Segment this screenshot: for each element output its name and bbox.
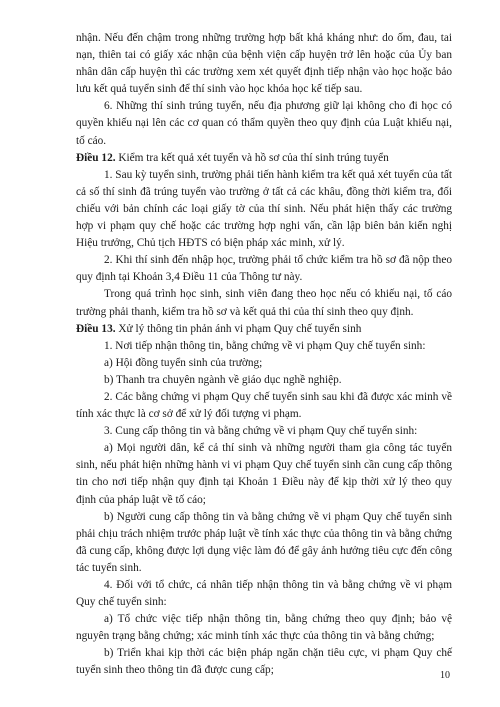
article-12-heading — [76, 150, 452, 167]
article-13-clause-3-b: b) Người cung cấp thông tin và bằng chứng về vi phạm Quy chế tuyển sinh phải chịu trách nhiệm trước pháp luật về tính xác thực của thông tin và bằng chứng đã cung cấp, không được lợi dụng việc làm đó để gây ảnh hưởng tiêu cực đến công tác tuyển sinh. — [76, 510, 452, 574]
article-12-clause-2: 2. Khi thí sinh đến nhập học, trường phải tổ chức kiểm tra hồ sơ đã nộp theo quy định tại Khoản 3,4 Điều 11 của Thông tư này. — [76, 254, 452, 284]
article-13-clause-4-b: b) Triển khai kịp thời các biện pháp ngăn chặn tiêu cực, vi phạm Quy chế tuyển sinh theo thông tin đã được cung cấp; — [76, 647, 452, 677]
article-12-note: Trong quá trình học sinh, sinh viên đang theo học nếu có khiếu nại, tố cáo trường phải thanh, kiểm tra hồ sơ và kết quả thi của thí sinh theo quy định. — [76, 288, 452, 318]
article-13-clause-4: 4. Đối với tổ chức, cá nhân tiếp nhận thông tin và bằng chứng về vi phạm Quy chế tuyển sinh: — [76, 579, 452, 609]
clause-6: 6. Những thí sinh trúng tuyển, nếu địa phương giữ lại không cho đi học có quyền khiếu nại lên các cơ quan có thẩm quyền theo quy định của Luật khiếu nại, tố cáo. — [76, 100, 452, 147]
article-13-clause-3-a: a) Mọi người dân, kể cả thí sinh và những người tham gia công tác tuyển sinh, nếu phát hiện những hành vi vi phạm Quy chế tuyển sinh cần cung cấp thông tin cho nơi tiếp nhận quy định tại Khoản 1 Điều này để kịp thời xử lý theo quy định của pháp luật về tố cáo; — [76, 442, 452, 506]
article-12-number: Điều 12. — [76, 151, 116, 164]
article-13-clause-4-a: a) Tổ chức việc tiếp nhận thông tin, bằng chứng theo quy định; bảo vệ nguyên trạng bằng chứng; xác minh tính xác thực của thông tin và bằng chứng; — [76, 613, 452, 643]
article-13-number: Điều 13. — [76, 322, 116, 335]
article-13-heading — [76, 321, 452, 338]
page-body — [76, 30, 452, 680]
article-13-clause-1: 1. Nơi tiếp nhận thông tin, bằng chứng về vi phạm Quy chế tuyển sinh: — [104, 339, 426, 352]
article-13-title: Xử lý thông tin phản ánh vi phạm Quy chế tuyển sinh — [118, 322, 362, 335]
article-12-clause-1: 1. Sau kỳ tuyển sinh, trường phải tiến hành kiểm tra kết quả xét tuyển của tất cả số thí sinh đã trúng tuyển vào trường ở tất cả các khâu, đồng thời kiểm tra, đối chiếu với bản chính các loại giấy tờ của thí sinh. Nếu phát hiện thấy các trường hợp vi phạm quy chế hoặc các trường hợp nghi vấn, cần lập biên bản kiến nghị Hiệu trưởng, Chủ tịch HĐTS có biện pháp xác minh, xử lý. — [76, 168, 452, 250]
article-13-clause-2: 2. Các bằng chứng vi phạm Quy chế tuyển sinh sau khi đã được xác minh về tính xác thực là cơ sở để xử lý đối tượng vi phạm. — [76, 390, 452, 421]
article-13-clause-1-b: b) Thanh tra chuyên ngành về giáo dục nghề nghiệp. — [104, 373, 342, 386]
article-13-clause-3: 3. Cung cấp thông tin và bằng chứng về vi phạm Quy chế tuyển sinh: — [104, 425, 418, 438]
paragraph-5-continuation: nhận. Nếu đến chậm trong những trường hợp bất khả kháng như: do ốm, đau, tai nạn, thiên tai có giấy xác nhận của bệnh viện cấp huyện trở lên hoặc của Ủy ban nhân dân cấp huyện thì các trường xem xét quyết định tiếp nhận vào học hoặc bảo lưu kết quả tuyển sinh để thí sinh vào học khóa học kế tiếp sau. — [76, 32, 452, 96]
page-number: 10 — [440, 670, 450, 681]
article-13-clause-1-a: a) Hội đồng tuyển sinh của trường; — [104, 356, 263, 369]
article-12-title: Kiểm tra kết quả xét tuyển và hồ sơ của thí sinh trúng tuyển — [118, 151, 389, 164]
